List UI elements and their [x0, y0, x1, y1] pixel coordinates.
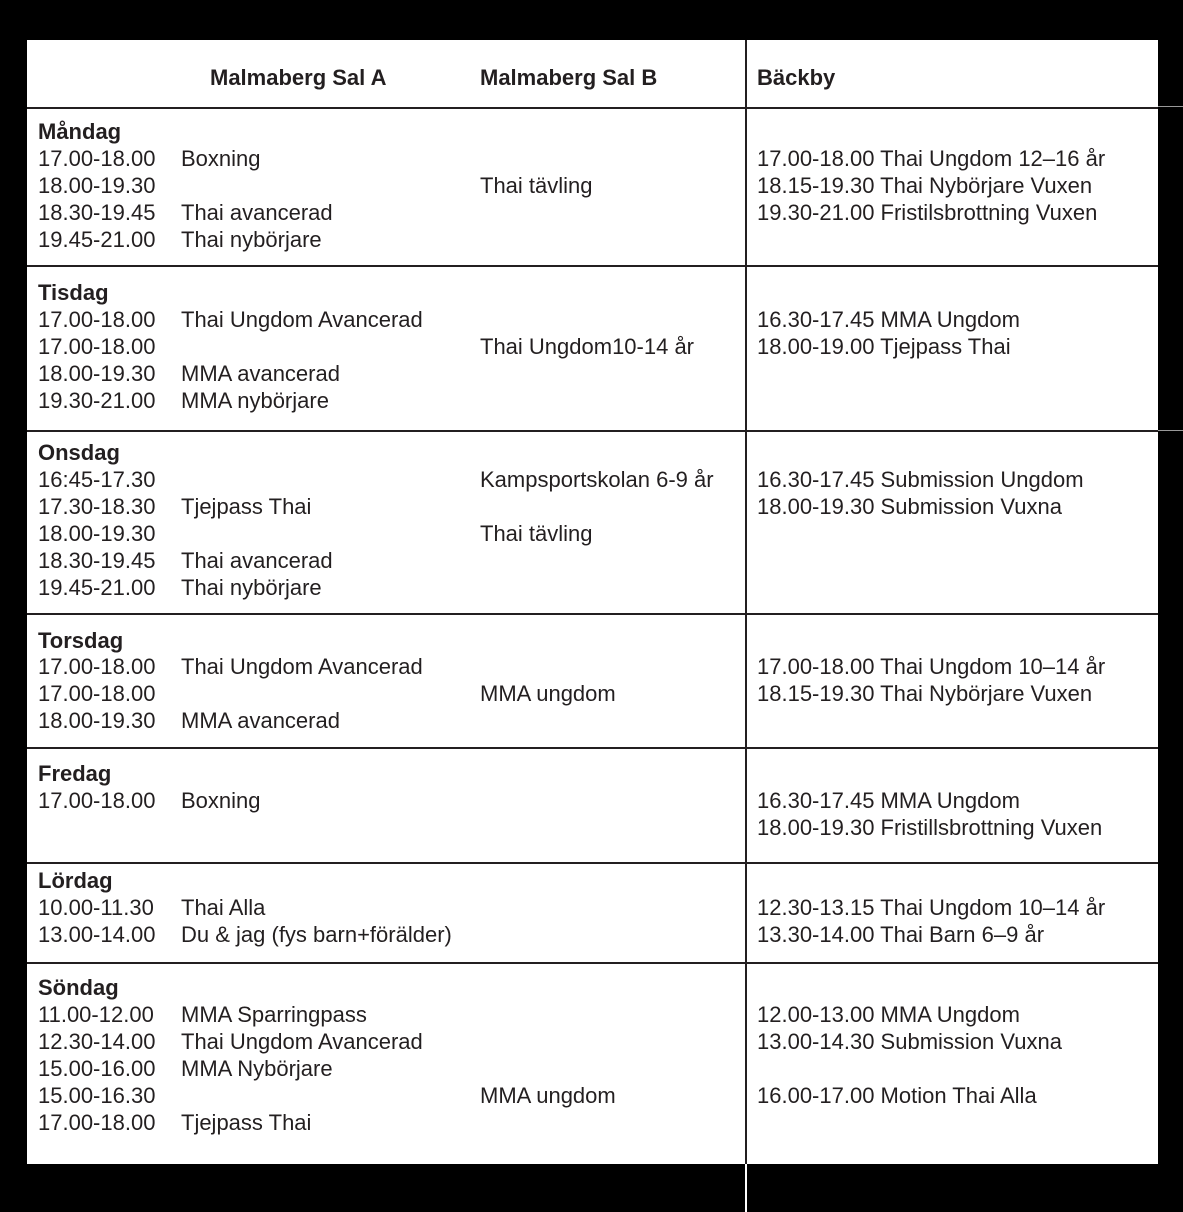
sal-a-class: Thai Ungdom Avancerad: [181, 307, 423, 332]
schedule-table: [27, 40, 1158, 1164]
row-divider: [27, 430, 1158, 432]
sal-a-class: Thai avancerad: [181, 200, 333, 225]
time-slot: 18.00-19.30: [38, 173, 156, 198]
column-header-sal-b: Malmaberg Sal B: [480, 65, 658, 90]
day-label-lordag: Lördag: [38, 868, 113, 893]
time-slot: 19.30-21.00: [38, 388, 156, 413]
sal-a-class: MMA Sparringpass: [181, 1002, 367, 1027]
row-divider: [27, 613, 1158, 615]
backby-class: 16.30-17.45 MMA Ungdom: [757, 788, 1020, 813]
backby-class: 12.00-13.00 MMA Ungdom: [757, 1002, 1020, 1027]
time-slot: 19.45-21.00: [38, 575, 156, 600]
sal-a-class: Thai Alla: [181, 895, 266, 920]
sal-b-class: Thai tävling: [480, 521, 593, 546]
row-divider: [27, 747, 1158, 749]
time-slot: 18.00-19.30: [38, 708, 156, 733]
time-slot: 10.00-11.30: [38, 895, 154, 920]
backby-class: 17.00-18.00 Thai Ungdom 12–16 år: [757, 146, 1106, 171]
edge-mark: [1158, 430, 1183, 431]
sal-a-class: Boxning: [181, 788, 261, 813]
backby-class: 18.00-19.30 Submission Vuxna: [757, 494, 1062, 519]
day-label-fredag: Fredag: [38, 761, 112, 786]
sal-a-class: Thai Ungdom Avancerad: [181, 654, 423, 679]
sal-b-class: MMA ungdom: [480, 1083, 616, 1108]
sal-b-class: MMA ungdom: [480, 681, 616, 706]
backby-class: 19.30-21.00 Fristilsbrottning Vuxen: [757, 200, 1098, 225]
backby-class: 13.30-14.00 Thai Barn 6–9 år: [757, 922, 1045, 947]
day-label-torsdag: Torsdag: [38, 628, 124, 653]
backby-class: 16.30-17.45 Submission Ungdom: [757, 467, 1084, 492]
backby-class: 16.30-17.45 MMA Ungdom: [757, 307, 1020, 332]
time-slot: 17.00-18.00: [38, 1110, 156, 1135]
time-slot: 15.00-16.30: [38, 1083, 156, 1108]
column-header-sal-a: Malmaberg Sal A: [210, 65, 387, 90]
time-slot: 17.00-18.00: [38, 334, 156, 359]
sal-a-class: Thai nybörjare: [181, 227, 322, 252]
time-slot: 17.30-18.30: [38, 494, 156, 519]
sal-b-class: Kampsportskolan 6-9 år: [480, 467, 714, 492]
sal-b-class: Thai tävling: [480, 173, 593, 198]
time-slot: 12.30-14.00: [38, 1029, 156, 1054]
backby-class: 17.00-18.00 Thai Ungdom 10–14 år: [757, 654, 1106, 679]
time-slot: 18.30-19.45: [38, 548, 156, 573]
backby-class: 16.00-17.00 Motion Thai Alla: [757, 1083, 1037, 1108]
backby-class: 18.00-19.30 Fristillsbrottning Vuxen: [757, 815, 1103, 840]
row-divider: [27, 107, 1158, 109]
time-slot: 18.00-19.30: [38, 361, 156, 386]
time-slot: 17.00-18.00: [38, 681, 156, 706]
sal-a-class: Du & jag (fys barn+förälder): [181, 922, 452, 947]
sal-a-class: MMA avancerad: [181, 708, 340, 733]
sal-a-class: MMA avancerad: [181, 361, 340, 386]
backby-class: 18.00-19.00 Tjejpass Thai: [757, 334, 1011, 359]
time-slot: 17.00-18.00: [38, 307, 156, 332]
sal-a-class: Tjejpass Thai: [181, 494, 312, 519]
sal-a-class: Thai avancerad: [181, 548, 333, 573]
day-label-mandag: Måndag: [38, 119, 122, 144]
backby-class: 13.00-14.30 Submission Vuxna: [757, 1029, 1062, 1054]
row-divider: [27, 962, 1158, 964]
time-slot: 13.00-14.00: [38, 922, 156, 947]
time-slot: 11.00-12.00: [38, 1002, 154, 1027]
sal-a-class: Thai nybörjare: [181, 575, 322, 600]
time-slot: 16:45-17.30: [38, 467, 156, 492]
sal-b-class: Thai Ungdom10-14 år: [480, 334, 695, 359]
row-divider: [27, 862, 1158, 864]
sal-a-class: Boxning: [181, 146, 261, 171]
sal-a-class: MMA Nybörjare: [181, 1056, 333, 1081]
day-label-onsdag: Onsdag: [38, 440, 120, 465]
time-slot: 17.00-18.00: [38, 654, 156, 679]
sal-a-class: MMA nybörjare: [181, 388, 329, 413]
time-slot: 18.00-19.30: [38, 521, 156, 546]
backby-class: 12.30-13.15 Thai Ungdom 10–14 år: [757, 895, 1106, 920]
time-slot: 19.45-21.00: [38, 227, 156, 252]
time-slot: 15.00-16.00: [38, 1056, 156, 1081]
column-header-backby: Bäckby: [757, 65, 836, 90]
day-label-sondag: Söndag: [38, 975, 119, 1000]
sal-a-class: Tjejpass Thai: [181, 1110, 312, 1135]
backby-class: 18.15-19.30 Thai Nybörjare Vuxen: [757, 173, 1093, 198]
time-slot: 17.00-18.00: [38, 788, 156, 813]
day-label-tisdag: Tisdag: [38, 280, 109, 305]
sal-a-class: Thai Ungdom Avancerad: [181, 1029, 423, 1054]
edge-mark: [1158, 106, 1183, 107]
column-divider-extension: [745, 1164, 747, 1212]
column-divider: [745, 40, 747, 1164]
time-slot: 17.00-18.00: [38, 146, 156, 171]
row-divider: [27, 265, 1158, 267]
time-slot: 18.30-19.45: [38, 200, 156, 225]
backby-class: 18.15-19.30 Thai Nybörjare Vuxen: [757, 681, 1093, 706]
